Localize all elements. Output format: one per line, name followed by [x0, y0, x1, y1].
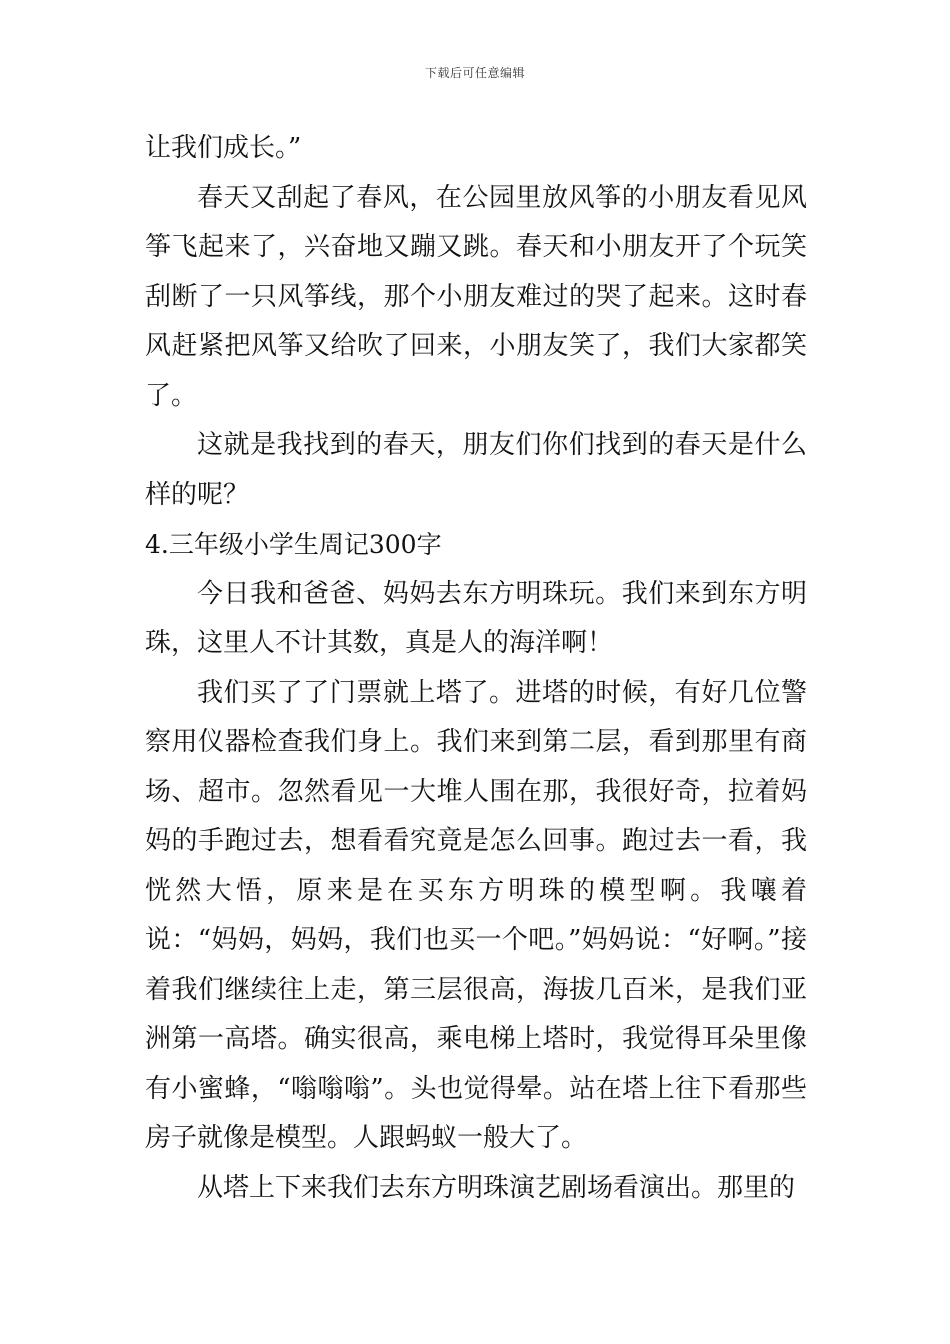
paragraph-continuation: 让我们成长。” — [145, 133, 302, 163]
paragraph-theater: 从塔上下来我们去东方明珠演艺剧场看演出。那里的 — [197, 1172, 796, 1203]
paragraph-tower-visit: 我们买了了门票就上塔了。进塔的时候，有好几位警察用仪器检查我们身上。我们来到第二层，看到那里有商场、超市。忽然看见一大堆人围在那，我很好奇，拉着妈妈的手跑过去，想看看究竟是怎么回事。跑过去一看，我恍然大悟，原来是在买东方明珠的模型啊。我嚷着说：“妈妈，妈妈，我们也买一个吧。”妈妈说：“好啊。”接着我们继续往上走，第三层很高，海拔几百米，是我们亚洲第一高塔。确实很高，乘电梯上塔时，我觉得耳朵里像有小蜜蜂，“嗡嗡嗡”。头也觉得晕。站在塔上往下看那些房子就像是模型。人跟蚂蚁一般大了。 — [145, 677, 807, 1153]
section-heading: 4.三年级小学生周记300字 — [145, 530, 442, 559]
paragraph-spring-wind: 春天又刮起了春风，在公园里放风筝的小朋友看见风筝飞起来了，兴奋地又蹦又跳。春天和小朋友开了个玩笑刮断了一只风筝线，那个小朋友难过的哭了起来。这时春风赶紧把风筝又给吹了回来，小朋友笑了，我们大家都笑了。 — [145, 182, 807, 411]
document-body — [145, 124, 807, 1213]
paragraph-spring-found: 这就是我找到的春天，朋友们你们找到的春天是什么样的呢？ — [145, 430, 807, 510]
paragraph-oriental-pearl-intro: 今日我和爸爸、妈妈去东方明珠玩。我们来到东方明珠，这里人不计其数，真是人的海洋啊！ — [145, 578, 807, 658]
page-header: 下载后可任意编辑 — [424, 66, 525, 80]
